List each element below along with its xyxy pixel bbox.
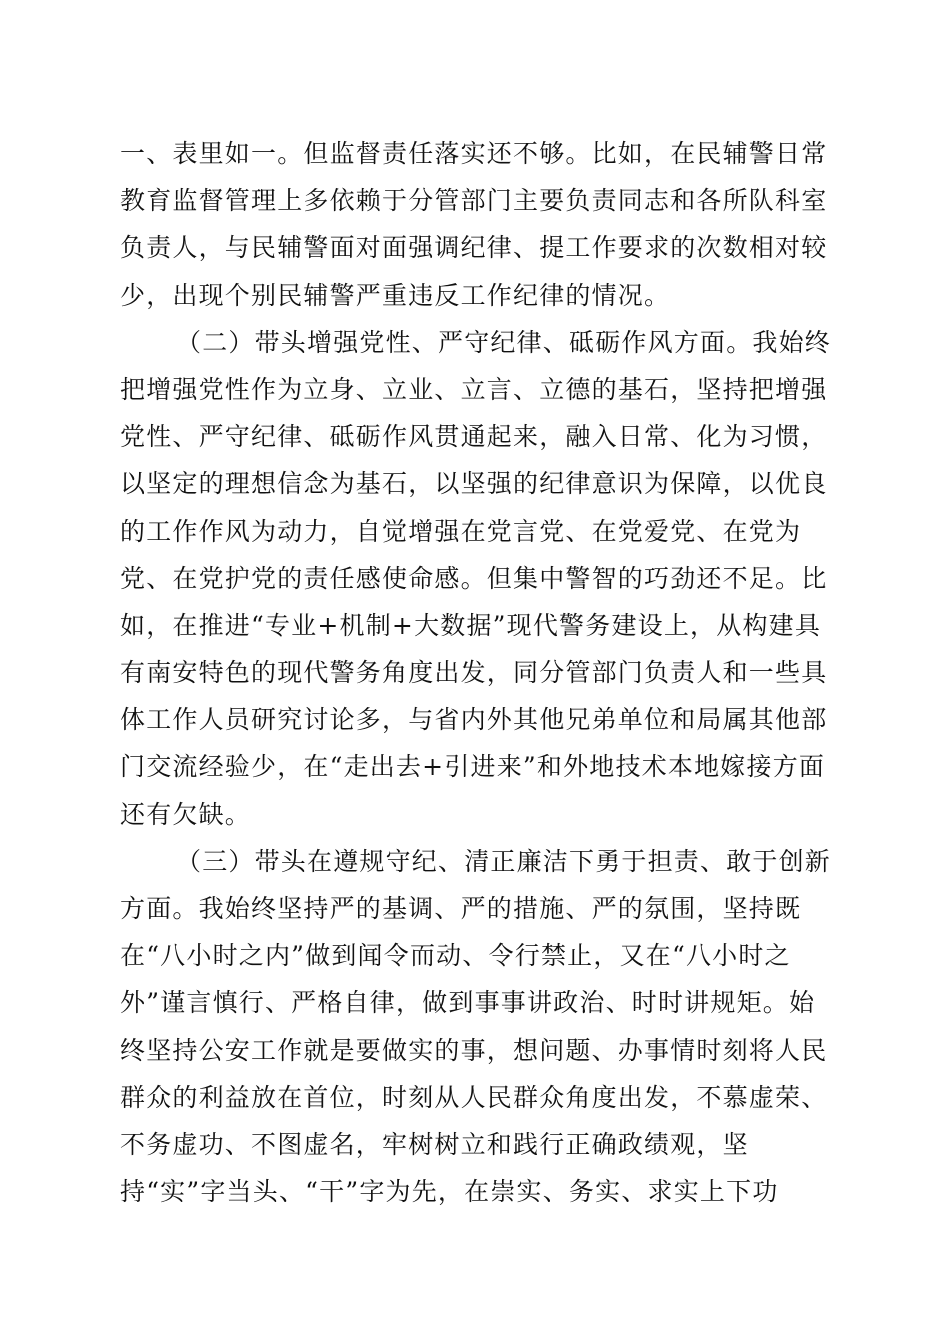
text-line: 的工作作风为动力，自觉增强在党言党、在党爱党、在党为 xyxy=(120,516,802,546)
text-line: 外”谨言慎行、严格自律，做到事事讲政治、时时讲规矩。始 xyxy=(120,988,816,1018)
text-line: 把增强党性作为立身、立业、立言、立德的基石，坚持把增强 xyxy=(120,374,828,404)
text-line: 持“实”字当头、“干”字为先，在崇实、务实、求实上下功 xyxy=(120,1177,779,1207)
text-line: 体工作人员研究讨论多，与省内外其他兄弟单位和局属其他部 xyxy=(120,705,828,735)
text-line: 有南安特色的现代警务角度出发，同分管部门负责人和一些具 xyxy=(120,658,828,688)
text-line: 不务虚功、不图虚名，牢树树立和践行正确政绩观，坚 xyxy=(120,1129,749,1159)
text-line: 负责人，与民辅警面对面强调纪律、提工作要求的次数相对较 xyxy=(120,233,828,263)
text-line: 方面。我始终坚持严的基调、严的措施、严的氛围，坚持既 xyxy=(120,894,802,923)
body-text xyxy=(120,130,840,1215)
text-line: 教育监督管理上多依赖于分管部门主要负责同志和各所队科室 xyxy=(120,186,828,216)
text-line: 少，出现个别民辅警严重违反工作纪律的情况。 xyxy=(120,280,671,310)
text-line: 门交流经验少，在“走出去+引进来”和外地技术本地嫁接方面 xyxy=(120,752,826,782)
text-line: 在“八小时之内”做到闻令而动、令行禁止，又在“八小时之 xyxy=(120,941,791,971)
section-heading-line: （二）带头增强党性、严守纪律、砥砺作风方面。我始终 xyxy=(176,327,832,357)
text-line: 党、在党护党的责任感使命感。但集中警智的巧劲还不足。比 xyxy=(120,563,828,593)
text-line: 群众的利益放在首位，时刻从人民群众角度出发，不慕虚荣、 xyxy=(120,1082,828,1112)
text-line: 如，在推进“专业+机制+大数据”现代警务建设上，从构建具 xyxy=(120,610,822,640)
text-line: 终坚持公安工作就是要做实的事，想问题、办事情时刻将人民 xyxy=(120,1035,828,1065)
text-line: 党性、严守纪律、砥砺作风贯通起来，融入日常、化为习惯， xyxy=(120,422,828,452)
text-line: 还有欠缺。 xyxy=(120,799,252,829)
section-heading-line: （三）带头在遵规守纪、清正廉洁下勇于担责、敢于创新 xyxy=(176,846,832,876)
text-line: 以坚定的理想信念为基石，以坚强的纪律意识为保障，以优良 xyxy=(120,469,828,499)
text-line: 一、表里如一。但监督责任落实还不够。比如，在民辅警日常 xyxy=(120,139,828,168)
